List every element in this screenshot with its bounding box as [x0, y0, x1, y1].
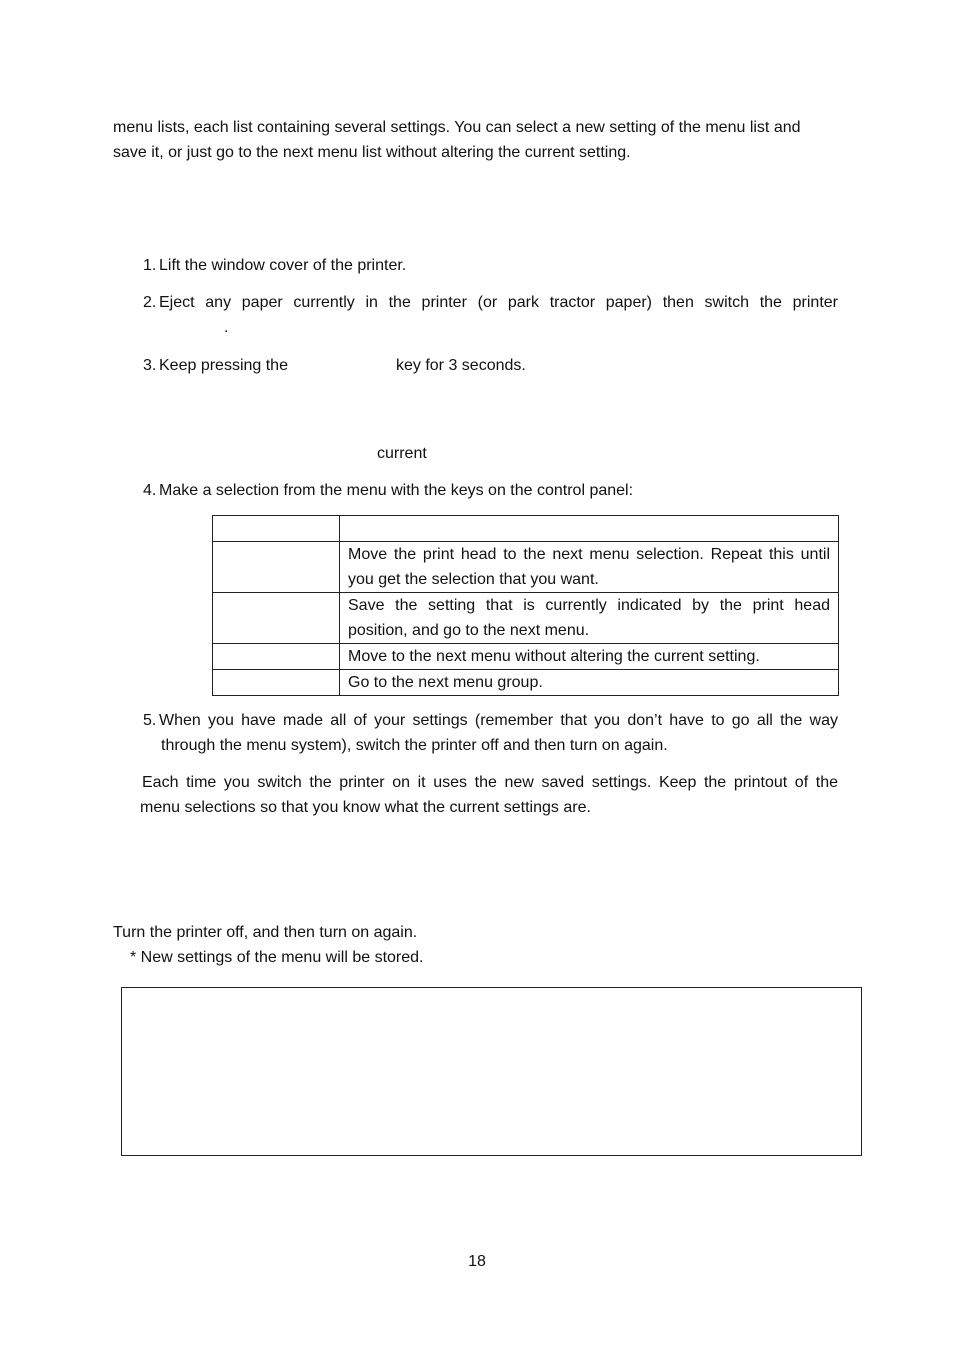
- control-key-table: [212, 515, 839, 696]
- step-text: Eject any paper currently in the printer (or park tractor paper) then switch the printer: [159, 294, 838, 311]
- step-continuation: .: [224, 319, 229, 336]
- key-cell: [213, 593, 340, 644]
- header-key-cell: [213, 516, 340, 542]
- table-row: [213, 542, 839, 593]
- key-cell: [213, 542, 340, 593]
- step-5: [143, 708, 838, 758]
- note-line-2: menu selections so that you know what the current settings are.: [140, 799, 591, 816]
- desc-cell: Go to the next menu group.: [340, 670, 839, 696]
- desc-cell: Move the print head to the next menu selection. Repeat this until you get the selection that you want.: [340, 542, 839, 593]
- saved-settings-note: [140, 770, 838, 820]
- empty-frame-box: [121, 987, 862, 1156]
- key-cell: [213, 644, 340, 670]
- note-line-1: Each time you switch the printer on it uses the new saved settings. Keep the printout of the: [142, 774, 838, 791]
- step-4: [143, 478, 838, 503]
- header-desc-cell: [340, 516, 839, 542]
- step-text: When you have made all of your settings (remember that you don’t have to go all the way: [159, 712, 838, 729]
- desc-cell: Save the setting that is currently indicated by the print head position, and go to the next menu.: [340, 593, 839, 644]
- intro-line-1: menu lists, each list containing several settings. You can select a new setting of the menu list and: [113, 119, 801, 136]
- step-1: [143, 253, 838, 278]
- desc-cell: Move to the next menu without altering the current setting.: [340, 644, 839, 670]
- table-row: [213, 644, 839, 670]
- key-cell: [213, 670, 340, 696]
- exit-line-2: * New settings of the menu will be stored.: [130, 949, 424, 966]
- step-2: [143, 290, 838, 340]
- intro-paragraph: [113, 115, 838, 165]
- step-continuation: through the menu system), switch the printer off and then turn on again.: [161, 737, 668, 754]
- step-text: Lift the window cover of the printer.: [159, 257, 407, 274]
- exit-line-1: Turn the printer off, and then turn on again.: [113, 924, 418, 941]
- table-row: [213, 670, 839, 696]
- step-text: Make a selection from the menu with the keys on the control panel:: [159, 482, 634, 499]
- step-number: 3.: [143, 357, 157, 374]
- step-text-a: Keep pressing the: [159, 357, 288, 374]
- page-number: 18: [468, 1253, 486, 1270]
- table-row: [213, 593, 839, 644]
- table-header-row: [213, 516, 839, 542]
- step-text-b: key for 3 seconds.: [395, 357, 526, 374]
- intro-line-2: save it, or just go to the next menu list without altering the current setting.: [113, 144, 631, 161]
- step-number: 2.: [143, 294, 157, 311]
- step-number: 5.: [143, 712, 157, 729]
- exit-instructions: [113, 920, 838, 970]
- step-3: [143, 353, 838, 378]
- step-number: 4.: [143, 482, 157, 499]
- step-number: 1.: [143, 257, 157, 274]
- current-fragment: current: [377, 445, 427, 462]
